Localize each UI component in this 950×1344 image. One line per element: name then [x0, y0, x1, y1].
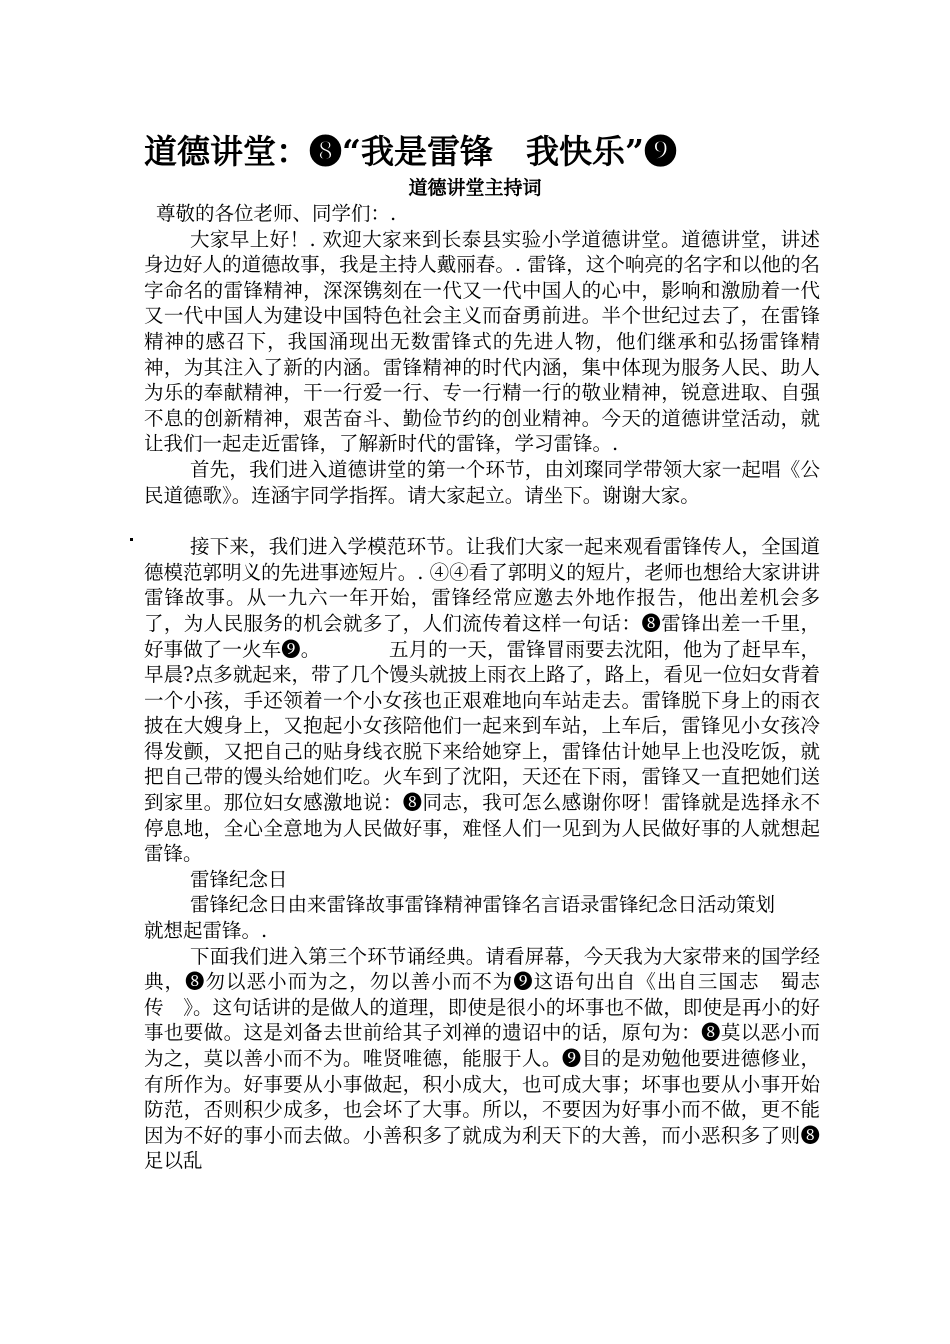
paragraph-fragment: 就想起雷锋。. [144, 919, 268, 943]
paragraph-memorial-day: 雷锋纪念日 [190, 867, 288, 891]
salutation: 尊敬的各位老师、同学们：. [156, 202, 397, 225]
paragraph-classics: 下面我们进入第三个环节诵经典。请看屏幕，今天我为大家带来的国学经典，❽勿以恶小而为之，勿以善小而不为❾这语句出自《出自三国志 蜀志传 》。这句话讲的是做人的道理，即使是很小的坏事也不做，即使是再小的好事也要做。这是刘备去世前给其子刘禅的遗诏中的话，原句为：❽莫以恶小而为之，莫以善小而不为。唯贤唯德，能服于人。❾目的是劝勉他要进德修业，有所作为。好事要从小事做起，积小成大，也可成大事；坏事也要从小事开始防范，否则积少成多，也会坏了大事。所以，不要因为好事小而不做，更不能因为不好的事小而去做。小善积多了就成为利天下的大善，而小恶积多了则❽足以乱 [144, 944, 820, 1173]
paragraph-gap [144, 508, 820, 534]
document-body [144, 201, 820, 1174]
document-subtitle: 道德讲堂主持词 [408, 177, 542, 199]
paragraph-song: 首先，我们进入道德讲堂的第一个环节，由刘璨同学带领大家一起唱《公民道德歌》。连涵宇同学指挥。请大家起立。请坐下。谢谢大家。 [144, 457, 820, 507]
paragraph-model-story: 接下来，我们进入学模范环节。让我们大家一起来观看雷锋传人，全国道德模范郭明义的先进事迹短片。. ④④看了郭明义的短片，老师也想给大家讲讲雷锋故事。从一九六一年开始，雷锋经常应邀去外地作报告，他出差机会多了，为人民服务的机会就多了，人们流传着这样一句话：❽雷锋出差一千里，好事做了一火车❾。 五月的一天，雷锋冒雨要去沈阳，他为了赶早车，早晨?点多就起来，带了几个馒头就披上雨衣上路了，路上，看见一位妇女背着一个小孩，手还领着一个小女孩也正艰难地向车站走去。雷锋脱下身上的雨衣披在大嫂身上，又抱起小女孩陪他们一起来到车站，上车后，雷锋见小女孩冷得发颤，又把自己的贴身线衣脱下来给她穿上，雷锋估计她早上也没吃饭，就把自己带的馒头给她们吃。火车到了沈阳，天还在下雨，雷锋又一直把她们送到家里。那位妇女感激地说：❽同志，我可怎么感谢你呀！雷锋就是选择永不停息地，全心全意地为人民做好事，难怪人们一见到为人民做好事的人就想起雷锋。 [144, 535, 820, 866]
paragraph-memorial-links: 雷锋纪念日由来雷锋故事雷锋精神雷锋名言语录雷锋纪念日活动策划 [190, 893, 776, 917]
stray-dot-mark [130, 538, 133, 541]
document-title: 道德讲堂：❽“我是雷锋 我快乐”❾ [144, 132, 677, 171]
paragraph-welcome: 大家早上好！. 欢迎大家来到长泰县实验小学道德讲堂。道德讲堂，讲述身边好人的道德故事，我是主持人戴丽春。. 雷锋，这个响亮的名字和以他的名字命名的雷锋精神，深深镌刻在一代又一代中国人的心中，影响和激励着一代又一代中国人为建设中国特色社会主义而奋勇前进。半个世纪过去了，在雷锋精神的感召下，我国涌现出无数雷锋式的先进人物，他们继承和弘扬雷锋精神，为其注入了新的内涵。雷锋精神的时代内涵，集中体现为服务人民、助人为乐的奉献精神，干一行爱一行、专一行精一行的敬业精神，锐意进取、自强不息的创新精神，艰苦奋斗、勤俭节约的创业精神。今天的道德讲堂活动，就让我们一起走近雷锋，了解新时代的雷锋，学习雷锋。. [144, 227, 820, 456]
